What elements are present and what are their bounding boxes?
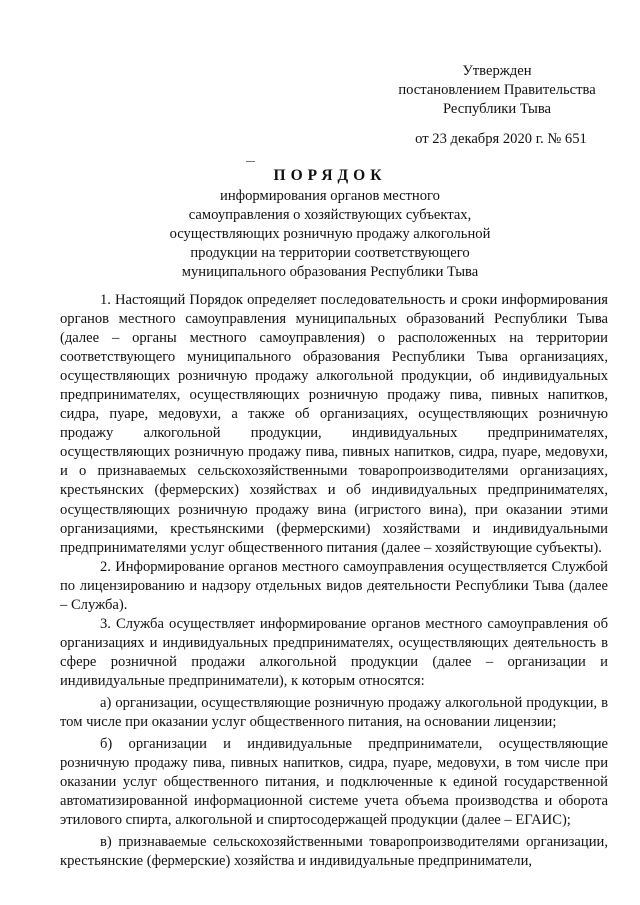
paragraph-2: 2. Информирование органов местного самоуправления осуществляется Службой по лицензированию и надзору отдельных видов деятельности Республики Тыва (далее – Служба). <box>60 558 608 613</box>
stray-mark <box>246 161 255 162</box>
document-body <box>60 291 608 874</box>
paragraph-3: 3. Служба осуществляет информирование органов местного самоуправления об организациях и индивидуальных предпринимателях, осуществляющих деятельность в сфере розничной продажи алкогольной продукции (далее – организации и индивидуальные предприниматели), к которым относятся: <box>60 615 608 689</box>
paragraph-1: 1. Настоящий Порядок определяет последовательность и сроки информирования органов местного самоуправления муниципальных образований Республики Тыва (далее – органы местного самоуправления) о расположенных на территории соответствующего муниципального образования Республики Тыва организациях, осуществляющих розничную продажу алкогольной продукции, об индивидуальных предпринимателях, осуществляющих розничную продажу пива, пивных напитков, сидра, пуаре, медовухи, а также об организациях, осуществляющих розничную продажу алкогольной продукции, индивидуальных предпринимателях, осуществляющих розничную продажу пива, пивных напитков, сидра, пуаре, медовухи, и о признаваемых сельскохозяйственными товаропроизводителями организациях, крестьянских (фермерских) хозяйствах и об индивидуальных предпринимателях, осуществляющих розничную продажу вина (игристого вина), при оказании этими организациями, крестьянскими (фермерскими) хозяйствами и индивидуальными предпринимателями услуг общественного питания (далее – хозяйствующие субъекты). <box>60 292 608 556</box>
document-title <box>70 166 590 282</box>
title-subtitle-line-2: самоуправления о хозяйствующих субъектах, <box>188 207 472 223</box>
approval-line-approved: Утвержден <box>462 63 532 79</box>
title-subtitle-line-3: осуществляющих розничную продажу алкогольной <box>169 226 491 242</box>
title-subtitle-line-4: продукции на территории соответствующего <box>190 245 470 261</box>
approval-date: от 23 декабря 2020 г. № 651 <box>415 131 587 147</box>
approval-line-decree: постановлением Правительства <box>398 82 596 98</box>
title-subtitle-line-5: муниципального образования Республики Тыва <box>181 264 479 280</box>
approval-stamp <box>372 62 622 149</box>
title-heading: ПОРЯДОК <box>273 167 387 184</box>
list-item-c: в) признаваемые сельскохозяйственными товаропроизводителями организации, крестьянские (фермерские) хозяйства и индивидуальные предприниматели, <box>60 834 608 870</box>
list-item-b: б) организации и индивидуальные предприниматели, осуществляющие розничную продажу пива, пивных напитков, сидра, пуаре, медовухи, в том числе при оказании услуг общественного питания, и подключенные к единой государственной автоматизированной информационной системе учета объема производства и оборота этилового спирта, алкогольной и спиртосодержащей продукции (далее – ЕГАИС); <box>60 736 608 829</box>
list-item-a: а) организации, осуществляющие розничную продажу алкогольной продукции, в том числе при оказании услуг общественного питания, на основании лицензии; <box>60 694 608 731</box>
approval-line-republic: Республики Тыва <box>442 101 552 117</box>
title-subtitle-line-1: информирования органов местного <box>220 188 440 204</box>
